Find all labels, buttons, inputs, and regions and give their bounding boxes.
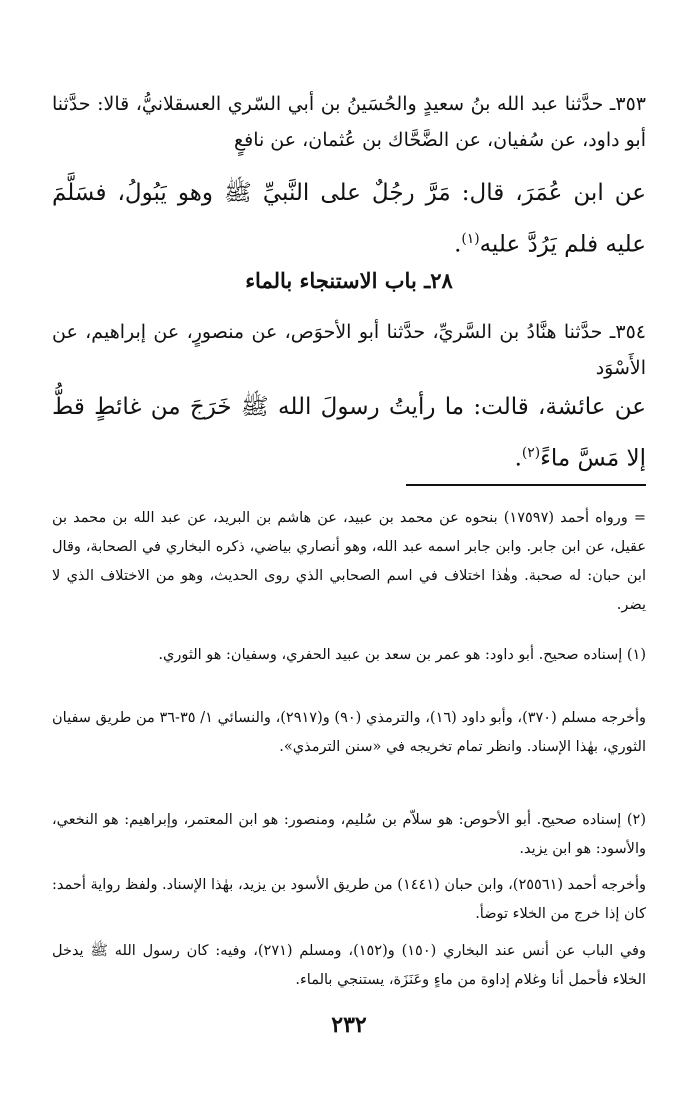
page-number: ٢٣٢: [331, 1012, 367, 1038]
chapter-title: ٢٨ـ باب الاستنجاء بالماء: [245, 268, 453, 293]
footnote-ref-1: (١): [461, 231, 480, 247]
footnote-2-takhrij: وأخرجه أحمد (٢٥٥٦١)، وابن حبان (١٤٤١) من طريق الأسود بن يزيد، بهٰذا الإسناد. ولفظ رواية أحمد: كان إذا خرج من الخلاء توضأ.: [52, 877, 646, 922]
footnote-ref-2: (٢): [521, 445, 541, 461]
hadith-353-matn: عن ابن عُمَرَ، قال: مَرَّ رجُلٌ على النَّبيِّ ﷺ وهو يَبُولُ، فسَلَّمَ عليه فلم يَرُدَّ عليه$^{(١)}$.: [52, 180, 646, 258]
hadith-353-isnad: ٣٥٣ـ حدَّثنا عبد الله بنُ سعيدٍ والحُسَينُ بن أبي السّري العسقلانيُّ، قالا: حدَّثنا أبو داود، عن سُفيان، عن الضَّحَّاك بن عُثمان، عن نافعٍ: [52, 93, 646, 151]
hadith-354-matn: عن عائشة، قالت: ما رأيتُ رسولَ الله ﷺ خَرَجَ من غائطٍ قطُّ إلا مَسَّ ماءً$^{(٢)}$.: [52, 394, 646, 472]
footnote-1-main: (١) إسناده صحيح. أبو داود: هو عمر بن سعد بن عبيد الحفري، وسفيان: هو الثوري.: [158, 647, 646, 663]
footnote-2-bab: وفي الباب عن أنس عند البخاري (١٥٠) و(١٥٢)، ومسلم (٢٧١)، وفيه: كان رسول الله ﷺ يدخل الخلاء فأحمل أنا وغلام إداوة من ماءٍ وعَنَزَة، يستنجي بالماء.: [52, 943, 646, 988]
footnote-1-takhrij: وأخرجه مسلم (٣٧٠)، وأبو داود (١٦)، والترمذي (٩٠) و(٢٩١٧)، والنسائي ١/ ٣٥-٣٦ من طريق سفيان الثوري، بهٰذا الإسناد. وانظر تمام تخريجه في «سنن الترمذي».: [52, 710, 647, 755]
footnote-continuation: = ورواه أحمد (١٧٥٩٧) بنحوه عن محمد بن عبيد، عن هاشم بن البريد، عن عبد الله بن محمد بن عقيل، عن ابن جابر. وابن جابر اسمه عبد الله، وهو أنصاري بياضي، ذكره البخاري في الصحابة، وقال ابن حبان: له صحبة. وهٰذا اختلاف في اسم الصحابي الذي روى الحديث، وهو من الاختلاف الذي لا يضر.: [52, 510, 646, 613]
footnote-separator: [406, 484, 646, 486]
footnote-2-main: (٢) إسناده صحيح. أبو الأحوص: هو سلاّم بن سُليم، ومنصور: هو ابن المعتمر، وإبراهيم: هو النخعي، والأسود: هو ابن يزيد.: [52, 812, 646, 857]
hadith-354-isnad: ٣٥٤ـ حدَّثنا هنَّادُ بن السَّريِّ، حدَّثنا أبو الأحوَص، عن منصورٍ، عن إبراهيم، عن الأَسْوَد: [52, 321, 646, 379]
hadith-353-matn-text: عن ابن عُمَرَ، قال: مَرَّ رجُلٌ على النَّبيِّ ﷺ وهو يَبُولُ، فسَلَّمَ عليه فلم يَرُدَّ عليه: [52, 180, 646, 258]
hadith-354-matn-text: عن عائشة، قالت: ما رأيتُ رسولَ الله ﷺ خَرَجَ من غائطٍ قطُّ إلا مَسَّ ماءً: [52, 394, 646, 472]
